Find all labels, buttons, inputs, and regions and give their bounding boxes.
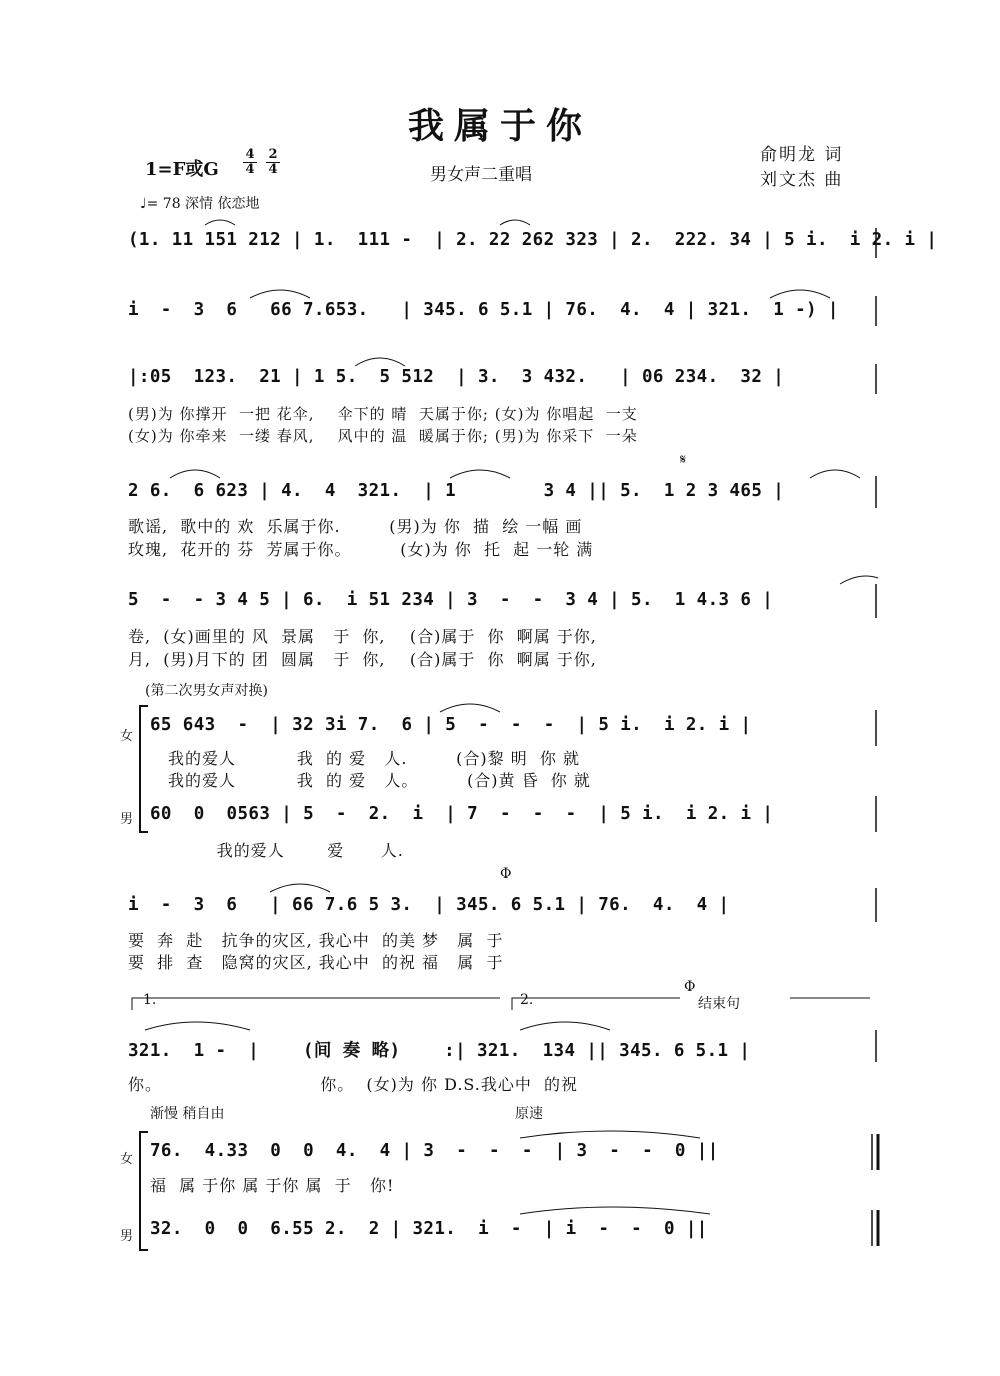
- coda-sign-2: Φ: [684, 979, 696, 995]
- female-voice-label: 女: [120, 729, 134, 744]
- system-7-notes: i - 3 6 | 66 7.6 5 3. | 345. 6 5.1 | 76. 4. 4 |: [128, 895, 730, 915]
- slur-6: [170, 470, 220, 478]
- system-6-female-lyrics-verse-1: 我的爱人 我 的 爱 人. (合)黎 明 你 就: [168, 749, 580, 768]
- coda-sign: Φ: [500, 866, 512, 882]
- system-4-notes: 2 6. 6 623 | 4. 4 321. | 1 3 4 || 5. 1 2 3 465 |: [128, 481, 785, 501]
- male-voice-label: 男: [120, 812, 134, 827]
- key-signature: 1=F或G: [145, 159, 219, 180]
- tempo-slowing: 渐慢 稍自由: [150, 1106, 225, 1122]
- system-5-lyrics-verse-1: 卷, (女)画里的 风 景属 于 你, (合)属于 你 啊属 于你,: [128, 627, 597, 646]
- system-5-lyrics-verse-2: 月, (男)月下的 团 圆属 于 你, (合)属于 你 啊属 于你,: [128, 650, 597, 669]
- system-2-notes: i - 3 6 66 7.653. | 345. 6 5.1 | 76. 4. 4 | 321. 1 -) |: [128, 300, 839, 320]
- system-9-male-notes: 32. 0 0 6.55 2. 2 | 321. i - | i - - 0 ||: [150, 1219, 708, 1239]
- system-3-lyrics-verse-2: (女)为 你牵来 一缕 春风, 风中的 温 暖属于你; (男)为 你采下 一朵: [128, 427, 638, 445]
- first-ending-label: 1.: [143, 992, 157, 1008]
- slur-13: [520, 1022, 610, 1030]
- song-subtitle: 男女声二重唱: [430, 165, 532, 185]
- tempo-original: 原速: [515, 1106, 543, 1122]
- system-9-female-notes: 76. 4.33 0 0 4. 4 | 3 - - - | 3 - - 0 ||: [150, 1141, 719, 1161]
- system-6-female-notes: 65 643 - | 32 3i 7. 6 | 5 - - - | 5 i. i 2. i |: [150, 715, 752, 735]
- tempo-marking: ♩= 78 深情 依恋地: [140, 196, 260, 212]
- system-3-notes: |:05 123. 21 | 1 5. 5 512 | 3. 3 432. | 06 234. 32 |: [128, 367, 785, 387]
- system-3-lyrics-verse-1: (男)为 你撑开 一把 花伞, 伞下的 晴 天属于你; (女)为 你唱起 一支: [128, 405, 638, 423]
- system-5-notes: 5 - - 3 4 5 | 6. i 51 234 | 3 - - 3 4 | 5. 1 4.3 6 |: [128, 590, 774, 610]
- system-8-notes: 321. 1 - | (间 奏 略) :| 321. 134 || 345. 6 5.1 |: [128, 1041, 751, 1061]
- male-voice-label-final: 男: [120, 1229, 134, 1244]
- slur-1: [205, 220, 235, 225]
- slur-7: [450, 470, 510, 478]
- system-6-male-notes: 60 0 0563 | 5 - 2. i | 7 - - - | 5 i. i 2. i |: [150, 804, 774, 824]
- song-title: 我属于你: [407, 105, 592, 147]
- coda-ending-label: 结束句: [698, 996, 740, 1012]
- system-6-male-lyrics: 我的爱人 爱 人.: [168, 841, 404, 860]
- meter-two-four: 2 4: [266, 148, 280, 177]
- slur-9: [840, 576, 878, 584]
- system-4-lyrics-verse-1: 歌谣, 歌中的 欢 乐属于你. (男)为 你 描 绘 一幅 画: [128, 517, 583, 536]
- slur-4: [770, 290, 830, 298]
- system-7-lyrics-verse-2: 要 排 查 隐窝的灾区, 我心中 的祝 福 属 于: [128, 953, 504, 972]
- system-8-lyrics: 你。 你。 (女)为 你 D.S.我心中 的祝: [128, 1075, 579, 1094]
- slur-12: [145, 1022, 250, 1030]
- system-6-female-lyrics-verse-2: 我的爱人 我 的 爱 人。 (合)黄 昏 你 就: [168, 771, 591, 790]
- volta-2: [512, 998, 680, 1010]
- slur-5: [355, 358, 405, 366]
- slur-8: [810, 470, 860, 478]
- slur-14: [520, 1131, 700, 1138]
- system-4-lyrics-verse-2: 玫瑰, 花开的 芬 芳属于你。 (女)为 你 托 起 一轮 满: [128, 540, 594, 559]
- slur-10: [440, 704, 500, 712]
- meter-four-four: 4 4: [243, 148, 257, 177]
- duet-bracket-2: [140, 1132, 148, 1250]
- duet-bracket-1: [140, 706, 148, 832]
- slur-2: [500, 220, 530, 225]
- composer-credit: 刘文杰 曲: [760, 170, 844, 190]
- slur-3: [250, 290, 310, 298]
- system-9-female-lyrics: 福 属 于你 属 于你 属 于 你!: [150, 1176, 395, 1195]
- female-voice-label-final: 女: [120, 1152, 134, 1167]
- slur-11: [270, 884, 330, 892]
- volta-1: [132, 998, 500, 1010]
- slur-15: [520, 1207, 710, 1214]
- voice-swap-note: (第二次男女声对换): [145, 683, 268, 699]
- segno-sign: 𝄋: [680, 452, 687, 468]
- system-1-notes: (1. 11 151 212 | 1. 111 - | 2. 22 262 323 | 2. 222. 34 | 5 i. i 2. i |: [128, 230, 938, 250]
- lyricist-credit: 俞明龙 词: [760, 145, 844, 165]
- system-7-lyrics-verse-1: 要 奔 赴 抗争的灾区, 我心中 的美 梦 属 于: [128, 931, 504, 950]
- second-ending-label: 2.: [520, 992, 534, 1008]
